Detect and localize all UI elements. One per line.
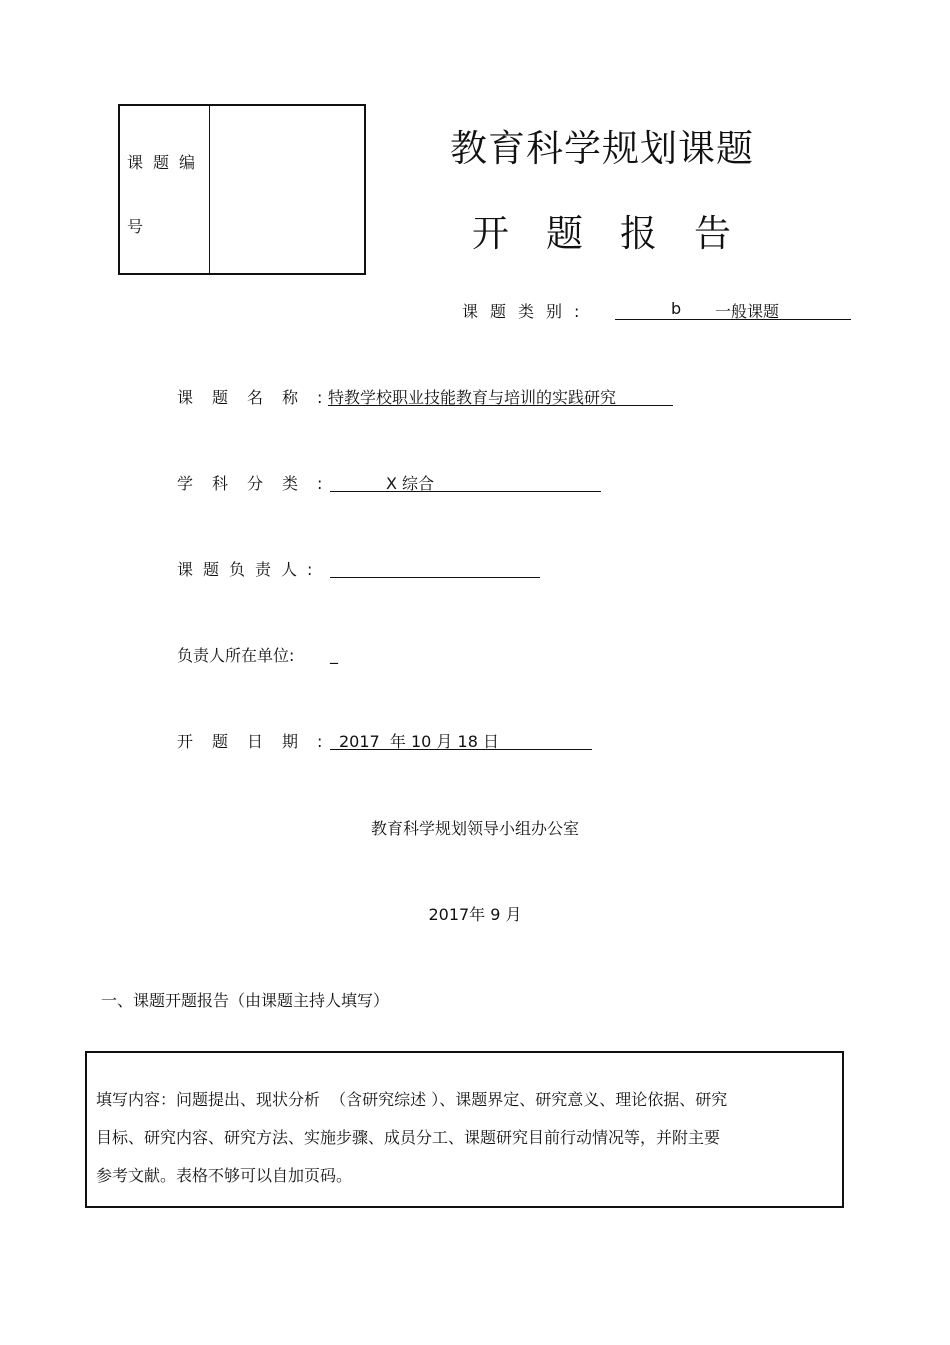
subject-field[interactable] [330,471,601,492]
subject-label: 学科分类: [177,474,342,493]
number-box-divider [209,106,210,273]
instructions-line-2: 目标、研究内容、研究方法、实施步骤、成员分工、课题研究目前行动情况等，并附主要 [96,1128,721,1147]
date-value: 2017 年 10 月 18 日 [339,732,499,751]
document-subtitle: 开题报告 [472,212,768,255]
project-name-label: 课题名称: [177,388,342,407]
section-heading: 一、课题开题报告（由课题主持人填写） [101,991,390,1010]
date-label: 开题日期: [177,732,342,751]
unit-label: 负责人所在单位: [177,646,295,665]
category-field[interactable] [615,299,851,320]
document-title: 教育科学规划课题 [450,127,754,170]
project-number-box [118,104,366,275]
date-field[interactable] [330,729,592,750]
project-name-value: 特教学校职业技能教育与培训的实践研究 [328,388,617,407]
project-name-field[interactable] [328,385,673,406]
category-code: b [671,299,682,318]
issue-date: 2017年 9 月 [428,905,522,924]
number-label-line1: 课题编 [127,153,206,172]
category-text: 一般课题 [715,302,780,321]
unit-field[interactable]: _ [330,645,338,664]
category-label: 课题类别: [462,302,592,321]
instructions-line-1: 填写内容：问题提出、现状分析 （含研究综述 ）、课题界定、研究意义、理论依据、研究 [96,1090,728,1109]
issuer-office: 教育科学规划领导小组办公室 [370,819,579,838]
instructions-box [85,1051,844,1208]
subject-value: X 综合 [386,474,435,493]
instructions-line-3: 参考文献。表格不够可以自加页码。 [96,1166,353,1185]
leader-field[interactable] [330,557,540,578]
number-label-line2: 号 [127,217,154,236]
leader-label: 课题负责人: [177,560,323,579]
